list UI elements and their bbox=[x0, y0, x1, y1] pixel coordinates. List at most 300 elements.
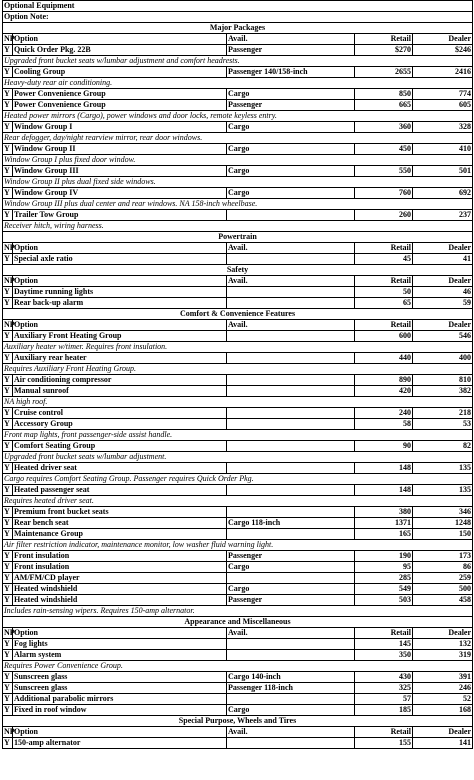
retail-price: 240 bbox=[355, 408, 413, 419]
np-flag: Y bbox=[3, 441, 13, 452]
header-dealer: Dealer bbox=[413, 243, 473, 254]
table-row bbox=[3, 375, 473, 386]
option-avail bbox=[227, 353, 355, 364]
option-name: Power Convenience Group bbox=[13, 89, 227, 100]
dealer-price: 605 bbox=[413, 100, 473, 111]
option-name: Sunscreen glass bbox=[13, 672, 227, 683]
header-option: Option bbox=[13, 243, 227, 254]
option-name: Special axle ratio bbox=[13, 254, 227, 265]
dealer-price: 86 bbox=[413, 562, 473, 573]
option-avail bbox=[227, 386, 355, 397]
option-name: Cruise control bbox=[13, 408, 227, 419]
retail-price: 1371 bbox=[355, 518, 413, 529]
option-avail bbox=[227, 441, 355, 452]
note-row bbox=[3, 133, 473, 144]
table-row bbox=[3, 441, 473, 452]
retail-price: 350 bbox=[355, 650, 413, 661]
retail-price: 503 bbox=[355, 595, 413, 606]
retail-price: 760 bbox=[355, 188, 413, 199]
dealer-price: $246 bbox=[413, 45, 473, 56]
retail-price: 2655 bbox=[355, 67, 413, 78]
np-flag: Y bbox=[3, 639, 13, 650]
option-avail bbox=[227, 507, 355, 518]
table-row bbox=[3, 100, 473, 111]
table-row bbox=[3, 45, 473, 56]
header-dealer: Dealer bbox=[413, 320, 473, 331]
np-flag: Y bbox=[3, 353, 13, 364]
header-retail: Retail bbox=[355, 276, 413, 287]
option-name: Trailer Tow Group bbox=[13, 210, 227, 221]
retail-price: 450 bbox=[355, 144, 413, 155]
np-flag: Y bbox=[3, 650, 13, 661]
option-avail: Passenger bbox=[227, 45, 355, 56]
section-title: Comfort & Convenience Features bbox=[3, 309, 473, 320]
np-flag: Y bbox=[3, 529, 13, 540]
dealer-price: 82 bbox=[413, 441, 473, 452]
dealer-price: 328 bbox=[413, 122, 473, 133]
dealer-price: 52 bbox=[413, 694, 473, 705]
option-name: Heated windshield bbox=[13, 595, 227, 606]
np-flag: Y bbox=[3, 507, 13, 518]
table-row bbox=[3, 463, 473, 474]
np-flag: Y bbox=[3, 375, 13, 386]
option-avail bbox=[227, 375, 355, 386]
option-avail bbox=[227, 408, 355, 419]
header-row bbox=[3, 34, 473, 45]
np-flag: Y bbox=[3, 166, 13, 177]
dealer-price: 382 bbox=[413, 386, 473, 397]
header-option: Option bbox=[13, 628, 227, 639]
option-name: Accessory Group bbox=[13, 419, 227, 430]
header-np: NP bbox=[4, 276, 15, 285]
retail-price: 600 bbox=[355, 331, 413, 342]
header-row bbox=[3, 276, 473, 287]
option-note: Cargo requires Comfort Seating Group. Passenger requires Quick Order Pkg. bbox=[3, 474, 473, 485]
table-row bbox=[3, 683, 473, 694]
option-avail bbox=[227, 419, 355, 430]
retail-price: 550 bbox=[355, 166, 413, 177]
np-flag: Y bbox=[3, 386, 13, 397]
np-flag: Y bbox=[3, 331, 13, 342]
dealer-price: 410 bbox=[413, 144, 473, 155]
dealer-price: 237 bbox=[413, 210, 473, 221]
note-row bbox=[3, 474, 473, 485]
retail-price: 185 bbox=[355, 705, 413, 716]
dealer-price: 150 bbox=[413, 529, 473, 540]
note-row bbox=[3, 496, 473, 507]
np-flag: Y bbox=[3, 188, 13, 199]
header-np: NP bbox=[4, 320, 15, 329]
np-flag: Y bbox=[3, 210, 13, 221]
option-name: Sunscreen glass bbox=[13, 683, 227, 694]
option-note: Heated power mirrors (Cargo), power windows and door locks, remote keyless entry. bbox=[3, 111, 473, 122]
option-avail: Cargo bbox=[227, 188, 355, 199]
option-avail bbox=[227, 529, 355, 540]
option-avail: Cargo bbox=[227, 705, 355, 716]
option-name: Premium front bucket seats bbox=[13, 507, 227, 518]
section-title: Major Packages bbox=[3, 23, 473, 34]
header-np: NP bbox=[4, 727, 15, 736]
np-flag: Y bbox=[3, 254, 13, 265]
table-row bbox=[3, 254, 473, 265]
table-row bbox=[3, 518, 473, 529]
np-flag: Y bbox=[3, 562, 13, 573]
retail-price: 45 bbox=[355, 254, 413, 265]
option-name: Alarm system bbox=[13, 650, 227, 661]
section-row bbox=[3, 23, 473, 34]
section-title: Powertrain bbox=[3, 232, 473, 243]
np-flag: Y bbox=[3, 419, 13, 430]
header-row bbox=[3, 628, 473, 639]
table-row bbox=[3, 529, 473, 540]
retail-price: 360 bbox=[355, 122, 413, 133]
option-name: Maintenance Group bbox=[13, 529, 227, 540]
option-note: Rear defogger, day/night rearview mirror, rear door windows. bbox=[3, 133, 473, 144]
note-row bbox=[3, 397, 473, 408]
option-name: Quick Order Pkg. 22B bbox=[13, 45, 227, 56]
note-row bbox=[3, 199, 473, 210]
header-dealer: Dealer bbox=[413, 727, 473, 738]
retail-price: $270 bbox=[355, 45, 413, 56]
note-row bbox=[3, 342, 473, 353]
section-title: Special Purpose, Wheels and Tires bbox=[3, 716, 473, 727]
dealer-price: 319 bbox=[413, 650, 473, 661]
header-row bbox=[3, 320, 473, 331]
retail-price: 285 bbox=[355, 573, 413, 584]
note-row bbox=[3, 78, 473, 89]
table-row bbox=[3, 485, 473, 496]
table-row bbox=[3, 551, 473, 562]
option-avail bbox=[227, 210, 355, 221]
retail-price: 148 bbox=[355, 463, 413, 474]
dealer-price: 400 bbox=[413, 353, 473, 364]
option-avail bbox=[227, 254, 355, 265]
dealer-price: 168 bbox=[413, 705, 473, 716]
dealer-price: 218 bbox=[413, 408, 473, 419]
header-option: Option bbox=[13, 727, 227, 738]
option-note: Includes rain-sensing wipers. Requires 150-amp alternator. bbox=[3, 606, 473, 617]
table-row bbox=[3, 386, 473, 397]
dealer-price: 810 bbox=[413, 375, 473, 386]
dealer-price: 500 bbox=[413, 584, 473, 595]
retail-price: 850 bbox=[355, 89, 413, 100]
dealer-price: 46 bbox=[413, 287, 473, 298]
header-avail: Avail. bbox=[227, 320, 355, 331]
section-row bbox=[3, 265, 473, 276]
table-row bbox=[3, 353, 473, 364]
option-note: Upgraded front bucket seats w/lumbar adjustment and comfort headrests. bbox=[3, 56, 473, 67]
option-name: Power Convenience Group bbox=[13, 100, 227, 111]
header-np: NP bbox=[4, 628, 15, 637]
retail-price: 65 bbox=[355, 298, 413, 309]
np-flag: Y bbox=[3, 122, 13, 133]
header-dealer: Dealer bbox=[413, 628, 473, 639]
option-avail: Cargo bbox=[227, 166, 355, 177]
table-row bbox=[3, 67, 473, 78]
header-option: Option bbox=[13, 34, 227, 45]
title-row bbox=[3, 1, 473, 12]
table-row bbox=[3, 419, 473, 430]
option-name: Comfort Seating Group bbox=[13, 441, 227, 452]
retail-price: 380 bbox=[355, 507, 413, 518]
retail-price: 890 bbox=[355, 375, 413, 386]
dealer-price: 135 bbox=[413, 485, 473, 496]
header-dealer: Dealer bbox=[413, 34, 473, 45]
option-avail: Passenger 118-inch bbox=[227, 683, 355, 694]
header-retail: Retail bbox=[355, 34, 413, 45]
header-retail: Retail bbox=[355, 628, 413, 639]
dealer-price: 774 bbox=[413, 89, 473, 100]
note-row bbox=[3, 452, 473, 463]
option-avail: Passenger bbox=[227, 595, 355, 606]
note-row bbox=[3, 155, 473, 166]
table-row bbox=[3, 562, 473, 573]
header-retail: Retail bbox=[355, 243, 413, 254]
option-name: Manual sunroof bbox=[13, 386, 227, 397]
retail-price: 190 bbox=[355, 551, 413, 562]
option-avail: Cargo bbox=[227, 89, 355, 100]
retail-price: 145 bbox=[355, 639, 413, 650]
note-row bbox=[3, 177, 473, 188]
np-flag: Y bbox=[3, 738, 13, 749]
option-name: Heated driver seat bbox=[13, 463, 227, 474]
section-title: Safety bbox=[3, 265, 473, 276]
option-name: Rear bench seat bbox=[13, 518, 227, 529]
header-row bbox=[3, 243, 473, 254]
np-flag: Y bbox=[3, 89, 13, 100]
np-flag: Y bbox=[3, 45, 13, 56]
option-note: Auxiliary heater w/timer. Requires front insulation. bbox=[3, 342, 473, 353]
dealer-price: 246 bbox=[413, 683, 473, 694]
option-name: Auxiliary Front Heating Group bbox=[13, 331, 227, 342]
note-row bbox=[3, 221, 473, 232]
dealer-price: 501 bbox=[413, 166, 473, 177]
option-note: Window Group II plus dual fixed side windows. bbox=[3, 177, 473, 188]
np-flag: Y bbox=[3, 694, 13, 705]
header-np: NP bbox=[4, 243, 15, 252]
option-avail: Passenger 140/158-inch bbox=[227, 67, 355, 78]
note-row bbox=[3, 56, 473, 67]
option-note: Requires heated driver seat. bbox=[3, 496, 473, 507]
option-note: Window Group I plus fixed door window. bbox=[3, 155, 473, 166]
dealer-price: 2416 bbox=[413, 67, 473, 78]
header-avail: Avail. bbox=[227, 727, 355, 738]
table-row bbox=[3, 573, 473, 584]
header-avail: Avail. bbox=[227, 276, 355, 287]
np-flag: Y bbox=[3, 463, 13, 474]
header-retail: Retail bbox=[355, 320, 413, 331]
table-row bbox=[3, 507, 473, 518]
table-row bbox=[3, 639, 473, 650]
table-row bbox=[3, 408, 473, 419]
dealer-price: 41 bbox=[413, 254, 473, 265]
table-row bbox=[3, 584, 473, 595]
option-avail bbox=[227, 694, 355, 705]
note-row bbox=[3, 540, 473, 551]
option-note: Heavy-duty rear air conditioning. bbox=[3, 78, 473, 89]
np-flag: Y bbox=[3, 518, 13, 529]
table-row bbox=[3, 705, 473, 716]
dealer-price: 173 bbox=[413, 551, 473, 562]
option-name: Window Group IV bbox=[13, 188, 227, 199]
optional-equipment-table bbox=[2, 0, 473, 749]
option-name: Fixed in roof window bbox=[13, 705, 227, 716]
np-flag: Y bbox=[3, 485, 13, 496]
option-avail bbox=[227, 573, 355, 584]
option-note-label: Option Note: bbox=[3, 12, 473, 23]
option-note: Upgraded front bucket seats w/lumbar adjustment. bbox=[3, 452, 473, 463]
note-row bbox=[3, 364, 473, 375]
option-avail bbox=[227, 639, 355, 650]
option-name: Air conditioning compressor bbox=[13, 375, 227, 386]
dealer-price: 346 bbox=[413, 507, 473, 518]
option-name: Daytime running lights bbox=[13, 287, 227, 298]
option-avail: Cargo bbox=[227, 584, 355, 595]
option-name: Window Group II bbox=[13, 144, 227, 155]
option-avail: Passenger bbox=[227, 551, 355, 562]
table-row bbox=[3, 298, 473, 309]
dealer-price: 132 bbox=[413, 639, 473, 650]
header-avail: Avail. bbox=[227, 34, 355, 45]
option-avail: Cargo bbox=[227, 144, 355, 155]
np-flag: Y bbox=[3, 67, 13, 78]
option-avail: Cargo bbox=[227, 562, 355, 573]
option-name: Additional parabolic mirrors bbox=[13, 694, 227, 705]
table-row bbox=[3, 188, 473, 199]
dealer-price: 692 bbox=[413, 188, 473, 199]
table-row bbox=[3, 672, 473, 683]
table-row bbox=[3, 595, 473, 606]
np-flag: Y bbox=[3, 144, 13, 155]
retail-price: 58 bbox=[355, 419, 413, 430]
option-avail bbox=[227, 650, 355, 661]
table-row bbox=[3, 210, 473, 221]
option-name: Auxiliary rear heater bbox=[13, 353, 227, 364]
table-row bbox=[3, 166, 473, 177]
option-note: NA high roof. bbox=[3, 397, 473, 408]
retail-price: 430 bbox=[355, 672, 413, 683]
option-name: 150-amp alternator bbox=[13, 738, 227, 749]
option-avail bbox=[227, 298, 355, 309]
retail-price: 90 bbox=[355, 441, 413, 452]
table-row bbox=[3, 331, 473, 342]
retail-price: 95 bbox=[355, 562, 413, 573]
note-row bbox=[3, 606, 473, 617]
retail-price: 260 bbox=[355, 210, 413, 221]
option-note: Front map lights, front passenger-side assist handle. bbox=[3, 430, 473, 441]
option-avail bbox=[227, 463, 355, 474]
np-flag: Y bbox=[3, 672, 13, 683]
option-name: AM/FM/CD player bbox=[13, 573, 227, 584]
dealer-price: 59 bbox=[413, 298, 473, 309]
dealer-price: 141 bbox=[413, 738, 473, 749]
option-name: Fog lights bbox=[13, 639, 227, 650]
table-row bbox=[3, 89, 473, 100]
header-retail: Retail bbox=[355, 727, 413, 738]
option-avail: Passenger bbox=[227, 100, 355, 111]
option-avail bbox=[227, 485, 355, 496]
retail-price: 50 bbox=[355, 287, 413, 298]
retail-price: 155 bbox=[355, 738, 413, 749]
section-title: Appearance and Miscellaneous bbox=[3, 617, 473, 628]
header-avail: Avail. bbox=[227, 243, 355, 254]
retail-price: 325 bbox=[355, 683, 413, 694]
option-name: Window Group III bbox=[13, 166, 227, 177]
np-flag: Y bbox=[3, 408, 13, 419]
option-avail bbox=[227, 331, 355, 342]
table-row bbox=[3, 694, 473, 705]
np-flag: Y bbox=[3, 298, 13, 309]
option-avail: Cargo 140-inch bbox=[227, 672, 355, 683]
dealer-price: 458 bbox=[413, 595, 473, 606]
header-dealer: Dealer bbox=[413, 276, 473, 287]
dealer-price: 1248 bbox=[413, 518, 473, 529]
option-note: Requires Power Convenience Group. bbox=[3, 661, 473, 672]
option-avail: Cargo bbox=[227, 122, 355, 133]
section-row bbox=[3, 716, 473, 727]
retail-price: 148 bbox=[355, 485, 413, 496]
header-np: NP bbox=[4, 34, 15, 43]
option-name: Rear back-up alarm bbox=[13, 298, 227, 309]
dealer-price: 546 bbox=[413, 331, 473, 342]
option-note: Requires Auxiliary Front Heating Group. bbox=[3, 364, 473, 375]
table-row bbox=[3, 287, 473, 298]
option-note: Air filter restriction indicator, maintenance monitor, low washer fluid warning light. bbox=[3, 540, 473, 551]
table-row bbox=[3, 650, 473, 661]
retail-price: 549 bbox=[355, 584, 413, 595]
dealer-price: 259 bbox=[413, 573, 473, 584]
np-flag: Y bbox=[3, 100, 13, 111]
option-avail: Cargo 118-inch bbox=[227, 518, 355, 529]
note-row bbox=[3, 111, 473, 122]
dealer-price: 53 bbox=[413, 419, 473, 430]
option-avail bbox=[227, 738, 355, 749]
np-flag: Y bbox=[3, 287, 13, 298]
header-option: Option bbox=[13, 276, 227, 287]
dealer-price: 391 bbox=[413, 672, 473, 683]
table-row bbox=[3, 738, 473, 749]
option-note: Receiver hitch, wiring harness. bbox=[3, 221, 473, 232]
option-name: Heated windshield bbox=[13, 584, 227, 595]
option-name: Heated passenger seat bbox=[13, 485, 227, 496]
option-note: Window Group III plus dual center and rear windows. NA 158-inch wheelbase. bbox=[3, 199, 473, 210]
note-row bbox=[3, 430, 473, 441]
table-row bbox=[3, 122, 473, 133]
retail-price: 665 bbox=[355, 100, 413, 111]
option-note-row bbox=[3, 12, 473, 23]
np-flag: Y bbox=[3, 705, 13, 716]
header-option: Option bbox=[13, 320, 227, 331]
header-avail: Avail. bbox=[227, 628, 355, 639]
option-name: Cooling Group bbox=[13, 67, 227, 78]
dealer-price: 135 bbox=[413, 463, 473, 474]
note-row bbox=[3, 661, 473, 672]
np-flag: Y bbox=[3, 595, 13, 606]
retail-price: 165 bbox=[355, 529, 413, 540]
option-name: Window Group I bbox=[13, 122, 227, 133]
retail-price: 57 bbox=[355, 694, 413, 705]
section-row bbox=[3, 232, 473, 243]
np-flag: Y bbox=[3, 683, 13, 694]
np-flag: Y bbox=[3, 551, 13, 562]
np-flag: Y bbox=[3, 584, 13, 595]
header-row bbox=[3, 727, 473, 738]
np-flag: Y bbox=[3, 573, 13, 584]
table-title: Optional Equipment bbox=[3, 1, 473, 12]
retail-price: 420 bbox=[355, 386, 413, 397]
section-row bbox=[3, 309, 473, 320]
table-row bbox=[3, 144, 473, 155]
